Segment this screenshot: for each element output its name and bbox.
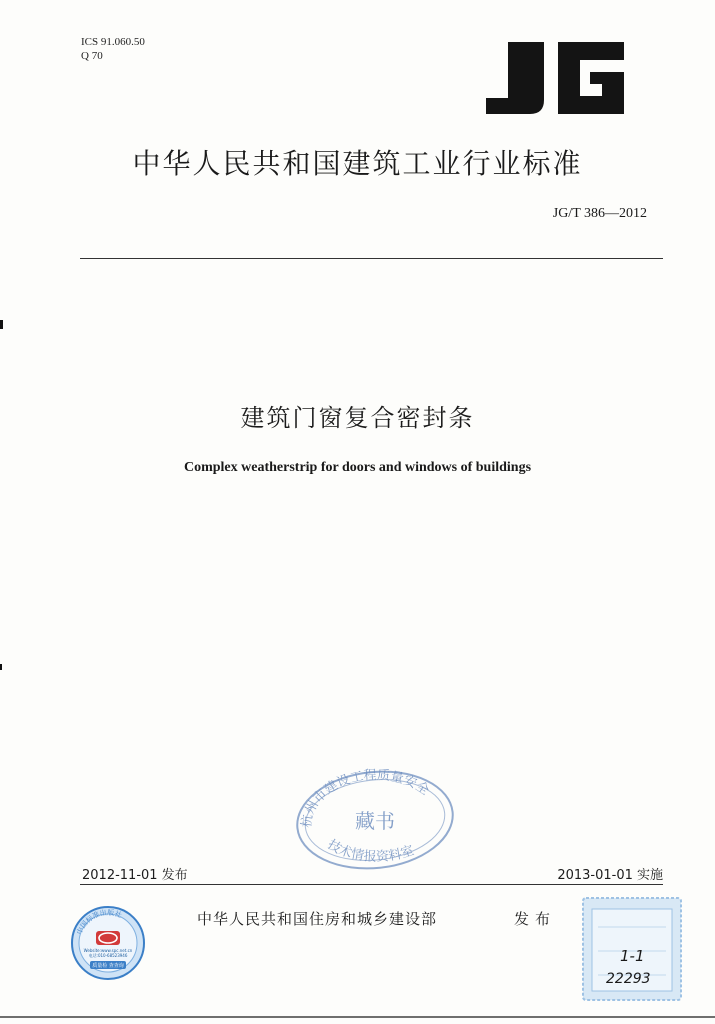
seal-bottom-text: 质量检 查查询	[92, 963, 124, 969]
note-line-2: 22293	[606, 971, 651, 987]
library-stamp	[293, 768, 457, 870]
footer-divider	[80, 884, 663, 885]
effective-date: 2013-01-01 实施	[557, 868, 663, 883]
document-title-cn: 建筑门窗复合密封条	[240, 404, 475, 432]
seal-top-text: 中国标准出版社	[75, 908, 123, 936]
scan-edge-mark	[0, 320, 3, 329]
handwritten-note	[582, 897, 682, 1001]
standard-code: JG/T 386—2012	[552, 206, 647, 221]
publisher-name: 中华人民共和国住房和城乡建设部	[197, 910, 438, 928]
publish-label: 发布	[514, 910, 557, 928]
stamp-bottom-text: 技术情报资料室	[324, 837, 417, 865]
standard-title: 中华人民共和国建筑工业行业标准	[132, 147, 583, 180]
jg-logo	[486, 42, 624, 114]
seal-line-1: Website:www.spc.net.cn	[83, 948, 133, 953]
ics-code: ICS 91.060.50	[81, 36, 145, 48]
stamp-center-text: 藏书	[355, 809, 395, 833]
ccs-code: Q 70	[81, 50, 103, 62]
note-line-1: 1-1	[620, 947, 645, 965]
classification-codes	[81, 35, 145, 63]
scan-bottom-edge	[0, 1016, 715, 1018]
anti-counterfeit-seal	[70, 905, 146, 981]
stamp-ring-text: 杭州市建设工程质量安全	[299, 768, 432, 829]
scan-edge-mark	[0, 664, 2, 670]
document-title-en: Complex weatherstrip for doors and windows of buildings	[183, 460, 532, 475]
seal-line-2: 电话:010-68523946	[88, 953, 128, 958]
header-divider	[80, 258, 663, 259]
publish-date: 2012-11-01 发布	[82, 868, 188, 883]
